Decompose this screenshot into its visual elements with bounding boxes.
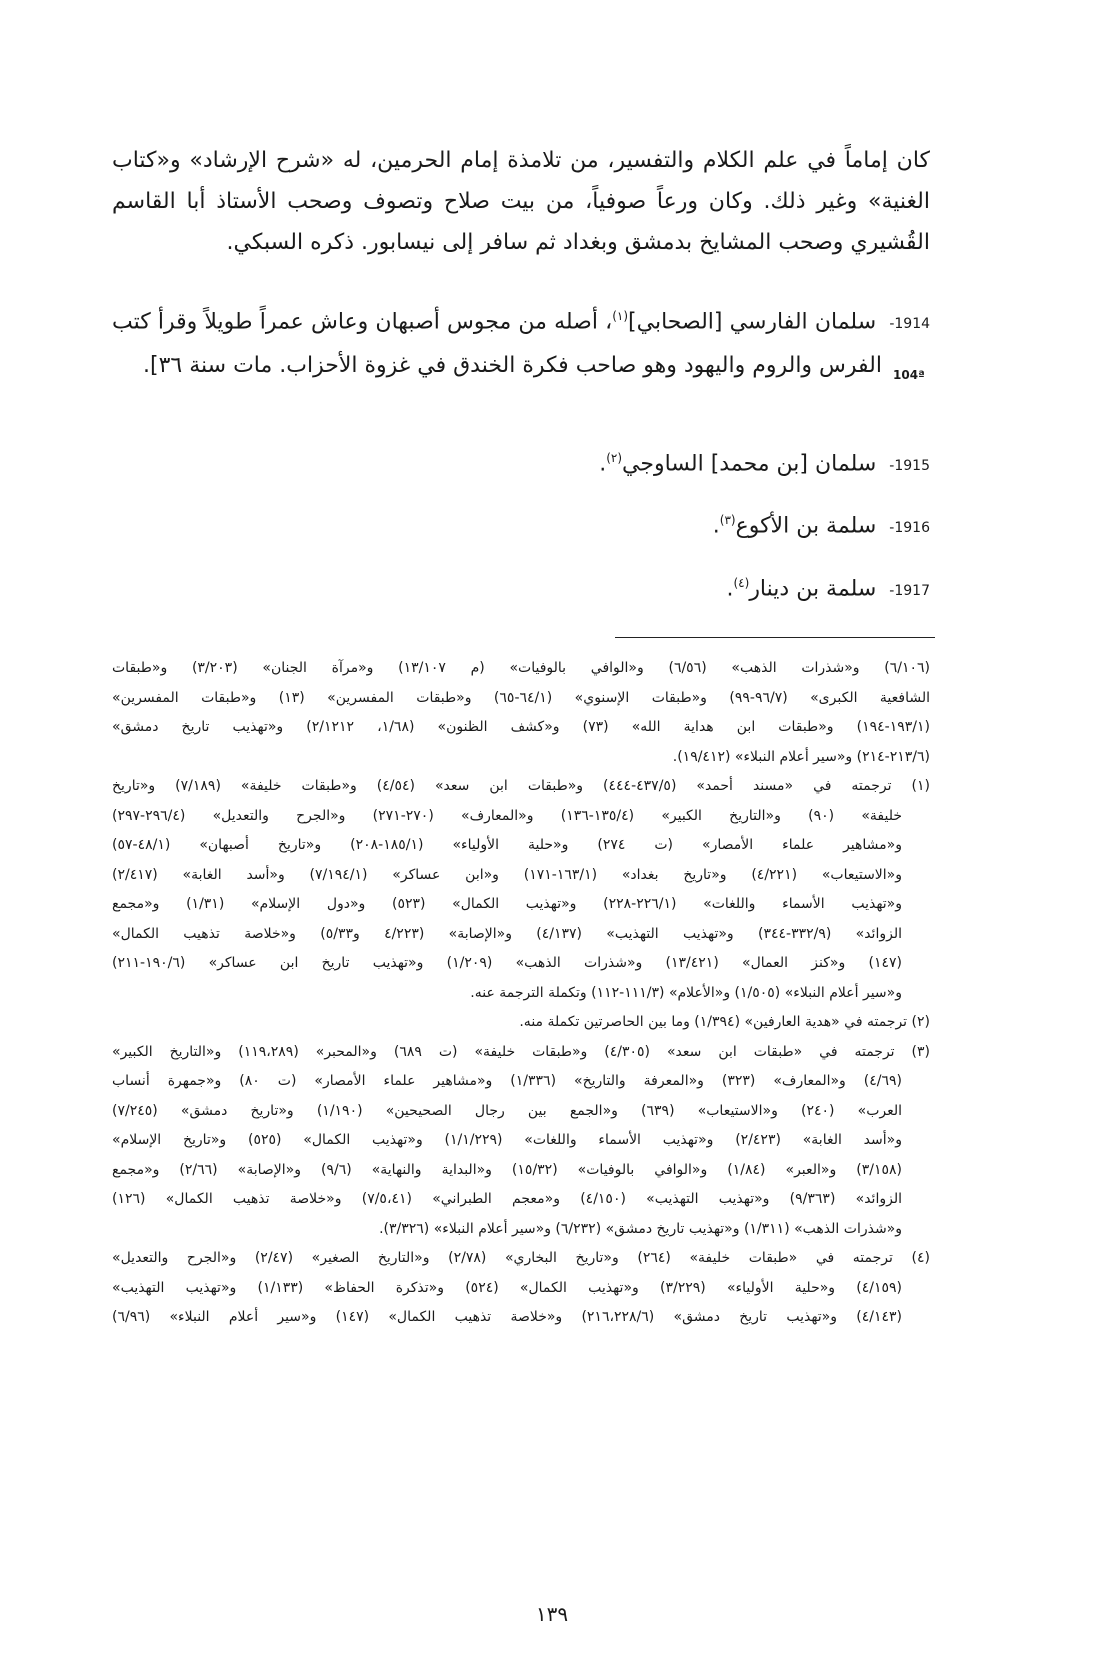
footnote-line: (٤/١٤٣) و«تهذيب تاريخ دمشق» (٢١٦،٢٢٨/٦) و«خلاصة تذهيب الكمال» (١٤٧) و«سير أعلام النبلاء» (٦/٩٦) [112, 1309, 902, 1325]
footnote-ref: (٢) [606, 451, 623, 465]
entry-1915 [599, 438, 930, 487]
footnote-line: خليفة» (٩٠) و«التاريخ الكبير» (١٣٥/٤-١٣٦) و«المعارف» (٢٧٠-٢٧١) و«الجرح والتعديل» (٢٩٦/٤-٢٩٧) [112, 807, 902, 824]
intro-paragraph [112, 140, 930, 263]
entry-title: سلمان [بن محمد] الساوجي [622, 451, 877, 477]
entry-number: 1915- [889, 458, 930, 475]
entry-text: ، أصله من مجوس أصبهان وعاش عمراً طويلاً وقرأ كتب [112, 309, 613, 335]
entry-title: سلمة بن دينار [749, 576, 877, 602]
footnote-line: (١٩٣/١-١٩٤) و«طبقات ابن هداية الله» (٧٣) و«كشف الظنون» (١/٦٨، ٢/١٢١٢) و«تهذيب تاريخ دمشق» [112, 719, 930, 735]
footnote-line: (٤) ترجمته في «طبقات خليفة» (٢٦٤) و«تاريخ البخاري» (٢/٧٨) و«التاريخ الصغير» (٢/٤٧) و«الجرح والتعديل» [112, 1250, 930, 1266]
entry-title: سلمة بن الأكوع [735, 513, 877, 539]
footnote-line: و«سير أعلام النبلاء» (١/٥٠٥) و«الأعلام» (١١١/٣-١١٢) وتكملة الترجمة عنه. [470, 984, 902, 1001]
intro-line: الغنية» وغير ذلك. وكان ورعاً صوفياً، من بيت صلاح وتصوف وصحب الأستاذ أبا القاسم [112, 189, 930, 214]
footnote-line: العرب» (٢٤٠) و«الاستيعاب» (٦٣٩) و«الجمع بين رجال الصحيحين» (١/١٩٠) و«تاريخ دمشق» (٧/٢٤٥) [112, 1102, 903, 1119]
footnote-ref: (٤) [733, 576, 750, 590]
footnote-line: (٣/١٥٨) و«العبر» (١/٨٤) و«الوافي بالوفيات» (١٥/٣٢) و«البداية والنهاية» (٩/٦) و«الإصابة» (٢/٦٦) و«مجمع [112, 1161, 903, 1178]
footnote-continuation [112, 654, 930, 772]
footnote-ref: (١) [612, 309, 629, 323]
footnotes [112, 654, 930, 1333]
footnote-line: و«مشاهير علماء الأمصار» (ت ٢٧٤) و«حلية الأولياء» (١٨٥/١-٢٠٨) و«تاريخ أصبهان» (٤٨/١-٥٧) [112, 837, 902, 853]
entry-1914-line1 [112, 296, 930, 345]
page-number: ١٣٩ [535, 1602, 569, 1626]
footnote-3 [112, 1038, 930, 1245]
footnote-ref: (٣) [719, 513, 736, 527]
footnote-line: (١٤٧) و«كنز العمال» (١٣/٤٢١) و«شذرات الذهب» (١/٢٠٩) و«تهذيب تاريخ ابن عساكر» (١٩٠/٦-٢١١) [112, 955, 902, 971]
footnote-line: (٢١٣/٦-٢١٤) و«سير أعلام النبلاء» (١٩/٤١٢). [672, 748, 930, 765]
entry-number: 1914- [889, 316, 931, 333]
entry-title: سلمان الفارسي [الصحابي] [628, 309, 877, 335]
footnote-line: و«أسد الغابة» (٢/٤٢٣) و«تهذيب الأسماء واللغات» (١/١/٢٢٩) و«تهذيب الكمال» (٥٢٥) و«تاريخ الإسلام» [112, 1132, 902, 1148]
entry-1916 [713, 500, 930, 549]
footnote-1 [112, 772, 930, 1008]
entry-end: . [726, 576, 734, 602]
intro-line: كان إماماً في علم الكلام والتفسير، من تلامذة إمام الحرمين، له «شرح الإرشاد» و«كتاب [112, 148, 930, 173]
footnote-line: (٤/١٥٩) و«حلية الأولياء» (٣/٢٢٩) و«تهذيب الكمال» (٥٢٤) و«تذكرة الحفاظ» (١/١٣٣) و«تهذيب التهذيب» [112, 1279, 902, 1296]
entry-number: 1916- [889, 520, 930, 537]
entry-end: . [599, 451, 607, 477]
footnote-line: و«شذرات الذهب» (١/٣١١) و«تهذيب تاريخ دمشق» (٦/٢٣٢) و«سير أعلام النبلاء» (٣/٣٢٦). [379, 1220, 902, 1237]
footnote-divider [615, 637, 935, 638]
footnote-line: الشافعية الكبرى» (٩٦/٧-٩٩) و«طبقات الإسنوي» (٦٤/١-٦٥) و«طبقات المفسرين» (١٣) و«طبقات المفسرين» [112, 689, 930, 706]
footnote-2 [112, 1008, 930, 1038]
footnote-line: الزوائد» (٣٣٢/٩-٣٤٤) و«تهذيب التهذيب» (٤/١٣٧) و«الإصابة» (٤/٢٢٣ و٥/٣٣) و«خلاصة تذهيب الكمال» [112, 925, 902, 942]
footnote-line: (٢) ترجمته في «هدية العارفين» (١/٣٩٤) وما بين الحاصرتين تكملة منه. [519, 1014, 930, 1030]
entry-number: 1917- [889, 583, 930, 600]
footnote-line: و«تهذيب الأسماء واللغات» (٢٢٦/١-٢٢٨) و«تهذيب الكمال» (٥٢٣) و«دول الإسلام» (١/٣١) و«مجمع [112, 896, 902, 912]
intro-line: القُشيري وصحب المشايخ بدمشق وبغداد ثم سافر إلى نيسابور. ذكره السبكي. [226, 230, 930, 255]
entry-1917 [726, 563, 930, 612]
footnote-line: (٤/٦٩) و«المعارف» (٣٢٣) و«المعرفة والتاريخ» (١/٣٣٦) و«مشاهير علماء الأمصار» (ت ٨٠) و«جمهرة أنساب [112, 1073, 902, 1089]
footnote-line: و«الاستيعاب» (٤/٢٢١) و«تاريخ بغداد» (١٦٣/١-١٧١) و«ابن عساكر» (٧/١٩٤/١) و«أسد الغابة» (٢/٤١٧) [112, 866, 902, 883]
footnote-line: (١) ترجمته في «مسند أحمد» (٤٣٧/٥-٤٤٤) و«طبقات ابن سعد» (٤/٥٤) و«طبقات خليفة» (٧/١٨٩) و«تاريخ [112, 778, 930, 794]
footnote-line: (٦/١٠٦) و«شذرات الذهب» (٦/٥٦) و«الوافي بالوفيات» (م ١٣/١٠٧) و«مرآة الجنان» (٣/٢٠٣) و«طبقات [112, 660, 930, 676]
entry-1914 [112, 296, 930, 386]
entry-end: . [712, 513, 720, 539]
footnote-line: الزوائد» (٩/٣٦٣) و«تهذيب التهذيب» (٤/١٥٠) و«معجم الطبراني» (٧/٥،٤١) و«خلاصة تذهيب الكمال» (١٢٦) [112, 1191, 902, 1207]
footnote-line: (٣) ترجمته في «طبقات ابن سعد» (٤/٣٠٥) و«طبقات خليفة» (ت ٦٨٩) و«المحبر» (١١٩،٢٨٩) و«التاريخ الكبير» [112, 1043, 931, 1060]
folio-marker: 104ª [893, 368, 925, 382]
footnote-4 [112, 1244, 930, 1333]
entry-1914-line2: الفرس والروم واليهود وهو صاحب فكرة الخندق في غزوة الأحزاب. مات سنة ٣٦]. [143, 353, 882, 379]
